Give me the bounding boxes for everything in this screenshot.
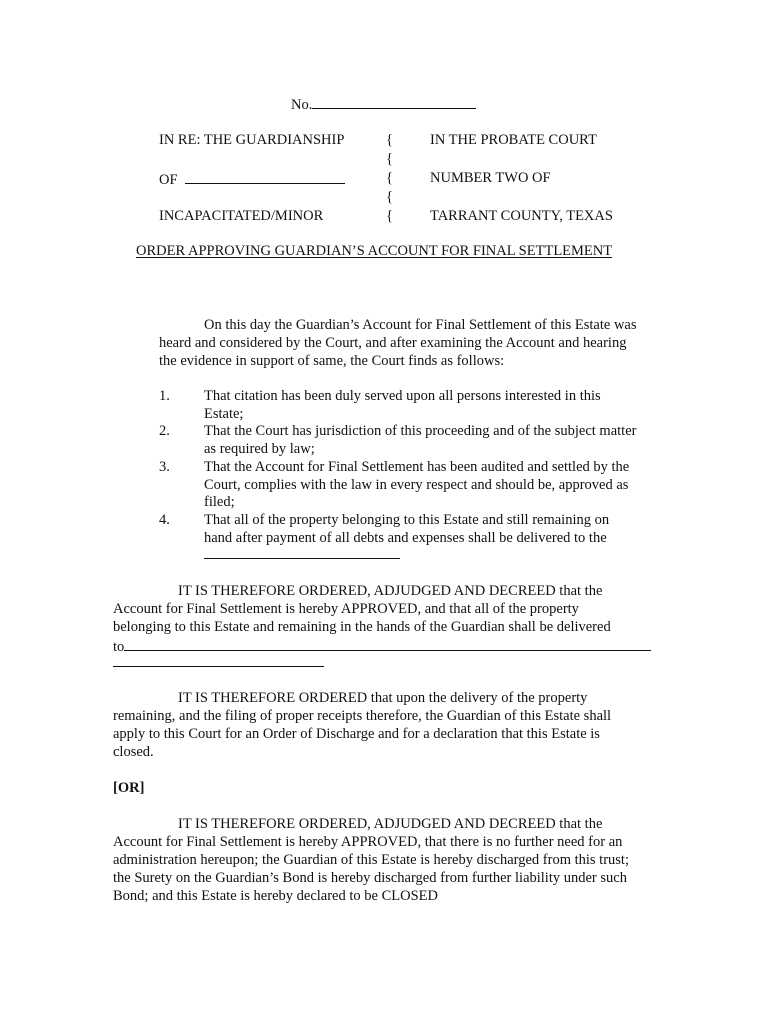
- finding-4-line-1: That all of the property belonging to this Estate and still remaining on: [204, 512, 610, 528]
- order3-line-2: Account for Final Settlement is hereby APPROVED, that there is no further need for an: [113, 834, 623, 850]
- recipient-blank-3: [113, 652, 324, 667]
- caption-brace-1: {: [386, 132, 393, 148]
- caption-right-3: TARRANT COUNTY, TEXAS: [430, 208, 613, 224]
- finding-3-line-2: Court, complies with the law in every respect and should be, approved as: [204, 477, 629, 493]
- finding-3-number: 3.: [159, 459, 170, 475]
- order3-line-4: the Surety on the Guardian’s Bond is hereby discharged from further liability under such: [113, 870, 627, 886]
- caption-brace-5: {: [386, 208, 393, 224]
- finding-3-line-3: filed;: [204, 494, 235, 510]
- finding-1-line-1: That citation has been duly served upon all persons interested in this: [204, 388, 601, 404]
- order1-blank-line: [113, 652, 324, 672]
- order2-line-1: IT IS THEREFORE ORDERED that upon the delivery of the property: [178, 690, 588, 706]
- order3-line-3: administration hereupon; the Guardian of this Estate is hereby discharged from this trust;: [113, 852, 629, 868]
- case-number-line: [291, 94, 476, 114]
- or-label: [OR]: [113, 780, 145, 796]
- ward-name-blank: [185, 169, 345, 184]
- order3-line-1: IT IS THEREFORE ORDERED, ADJUDGED AND DECREED that the: [178, 816, 603, 832]
- caption-right-2: NUMBER TWO OF: [430, 170, 551, 186]
- caption-left-2: OF: [159, 172, 178, 188]
- recipient-blank-2: [124, 636, 651, 651]
- case-number-label: No.: [291, 97, 313, 113]
- order1-line-3: belonging to this Estate and remaining in the hands of the Guardian shall be delivered: [113, 619, 611, 635]
- order2-line-2: remaining, and the filing of proper receipts therefore, the Guardian of this Estate shall: [113, 708, 612, 724]
- finding-4-line-2: hand after payment of all debts and expenses shall be delivered to the: [204, 530, 607, 546]
- order3-line-5: Bond; and this Estate is hereby declared to be CLOSED: [113, 888, 438, 904]
- caption-brace-4: {: [386, 189, 393, 205]
- intro-line-3: the evidence in support of same, the Court finds as follows:: [159, 353, 505, 369]
- order1-line-1: IT IS THEREFORE ORDERED, ADJUDGED AND DECREED that the: [178, 583, 603, 599]
- intro-line-2: heard and considered by the Court, and after examining the Account and hearing: [159, 335, 627, 351]
- order1-line-2: Account for Final Settlement is hereby APPROVED, and that all of the property: [113, 601, 579, 617]
- caption-left-3: INCAPACITATED/MINOR: [159, 208, 324, 224]
- finding-2-number: 2.: [159, 423, 170, 439]
- caption-left-1: IN RE: THE GUARDIANSHIP: [159, 132, 345, 148]
- finding-2-line-2: as required by law;: [204, 441, 315, 457]
- intro-line-1: On this day the Guardian’s Account for Final Settlement of this Estate was: [204, 317, 637, 333]
- caption-left-2-line: [159, 169, 345, 189]
- order2-line-3: apply to this Court for an Order of Discharge and for a declaration that this Estate is: [113, 726, 600, 742]
- order2-line-4: closed.: [113, 744, 154, 760]
- case-number-blank: [312, 94, 476, 109]
- finding-1-number: 1.: [159, 388, 170, 404]
- caption-brace-2: {: [386, 151, 393, 167]
- finding-1-line-2: Estate;: [204, 406, 244, 422]
- caption-brace-3: {: [386, 170, 393, 186]
- finding-2-line-1: That the Court has jurisdiction of this proceeding and of the subject matter: [204, 423, 637, 439]
- finding-4-blank-line: [204, 544, 400, 564]
- finding-4-number: 4.: [159, 512, 170, 528]
- document-title: ORDER APPROVING GUARDIAN’S ACCOUNT FOR FINAL SETTLEMENT: [136, 243, 613, 259]
- finding-3-line-1: That the Account for Final Settlement has been audited and settled by the: [204, 459, 630, 475]
- order1-line-4: to: [113, 639, 125, 655]
- caption-right-1: IN THE PROBATE COURT: [430, 132, 597, 148]
- recipient-blank-1: [204, 544, 400, 559]
